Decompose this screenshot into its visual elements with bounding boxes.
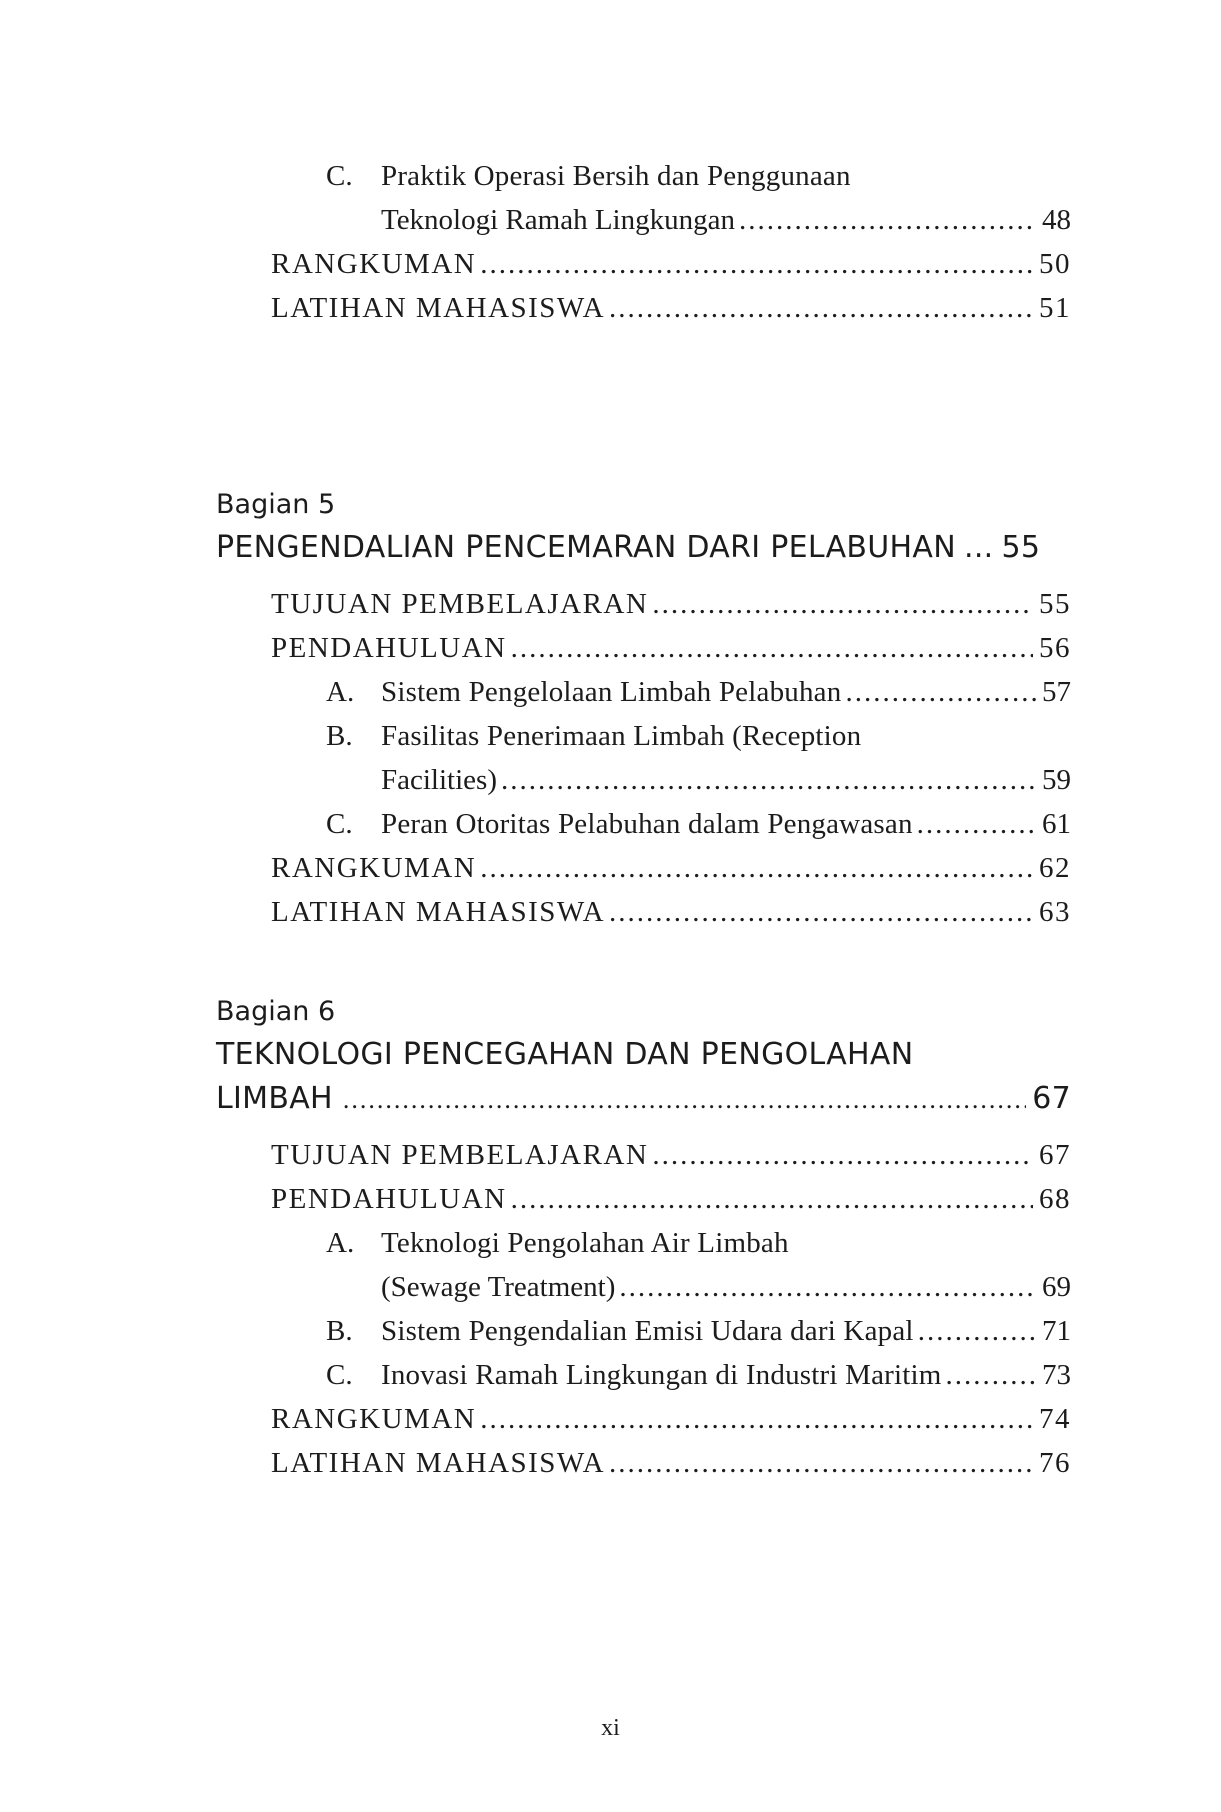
entry-title: Facilities) (381, 764, 497, 796)
chapter-title: TEKNOLOGI PENCEGAHAN DAN PENGOLAHAN (216, 1037, 914, 1072)
page-number: 62 (1039, 852, 1071, 884)
dot-leader (609, 1445, 1033, 1481)
entry-title: Teknologi Ramah Lingkungan (381, 204, 735, 236)
entry-title: Teknologi Pengolahan Air Limbah (381, 1227, 789, 1259)
toc-entry-tujuan[interactable] (271, 1137, 1071, 1173)
entry-title: Inovasi Ramah Lingkungan di Industri Maritim (381, 1359, 942, 1391)
dot-leader (511, 630, 1033, 666)
toc-entry-rangkuman[interactable] (271, 1401, 1071, 1437)
toc-entry-b-line1[interactable] (326, 718, 1071, 754)
entry-letter: B. (326, 720, 353, 752)
dot-leader (609, 894, 1033, 930)
page-number: 59 (1042, 764, 1071, 796)
toc-entry-tujuan[interactable] (271, 586, 1071, 622)
toc-entry-pendahuluan[interactable] (271, 1181, 1071, 1217)
page-number: 67 (1032, 1081, 1071, 1116)
chapter-title-5[interactable] (216, 529, 1071, 567)
entry-title: LATIHAN MAHASISWA (271, 1447, 606, 1479)
toc-entry-a[interactable] (326, 674, 1071, 710)
page-number: 63 (1039, 896, 1071, 928)
toc-entry-c[interactable] (326, 806, 1071, 842)
entry-title: RANGKUMAN (271, 1403, 477, 1435)
dot-leader (917, 806, 1036, 842)
toc-entry-rangkuman[interactable] (271, 246, 1071, 282)
dot-leader (619, 1269, 1036, 1305)
entry-title: Sistem Pengendalian Emisi Udara dari Kapal (381, 1315, 914, 1347)
dot-leader (480, 246, 1033, 282)
page-number: 48 (1042, 204, 1071, 236)
dot-leader (652, 586, 1033, 622)
entry-title: (Sewage Treatment) (381, 1271, 616, 1303)
toc-entry-a-line1[interactable] (326, 1225, 1071, 1261)
entry-title: TUJUAN PEMBELAJARAN (271, 588, 649, 620)
page-number: 71 (1042, 1315, 1071, 1347)
page-number: 56 (1039, 632, 1071, 664)
page-folio: xi (601, 1715, 620, 1741)
entry-letter: C. (326, 1359, 353, 1391)
page-number: 61 (1042, 808, 1071, 840)
toc-entry-a-line2[interactable] (381, 1269, 1071, 1305)
toc-entry-latihan[interactable] (271, 894, 1071, 930)
dot-leader (501, 762, 1036, 798)
toc-entry-c-line1[interactable] (326, 158, 1071, 194)
entry-title: Fasilitas Penerimaan Limbah (Reception (381, 720, 862, 752)
entry-title: Praktik Operasi Bersih dan Penggunaan (381, 160, 851, 192)
entry-title: PENDAHULUAN (271, 632, 507, 664)
toc-entry-c[interactable] (326, 1357, 1071, 1393)
toc-entry-c-line2[interactable] (381, 202, 1071, 238)
dot-leader: ... (963, 530, 994, 565)
page-number: 74 (1039, 1403, 1071, 1435)
chapter-title-6-line1[interactable] (216, 1036, 1071, 1074)
entry-title: RANGKUMAN (271, 852, 477, 884)
entry-title: LATIHAN MAHASISWA (271, 896, 606, 928)
entry-title: TUJUAN PEMBELAJARAN (271, 1139, 649, 1171)
entry-title: RANGKUMAN (271, 248, 477, 280)
entry-title: Peran Otoritas Pelabuhan dalam Pengawasan (381, 808, 913, 840)
chapter-title-6-line2[interactable] (216, 1080, 1071, 1118)
entry-letter: B. (326, 1315, 353, 1347)
toc-entry-b[interactable] (326, 1313, 1071, 1349)
toc-entry-latihan[interactable] (271, 1445, 1071, 1481)
page-number: 68 (1039, 1183, 1071, 1215)
toc-entry-pendahuluan[interactable] (271, 630, 1071, 666)
dot-leader (946, 1357, 1036, 1393)
page-number: 50 (1039, 248, 1071, 280)
dot-leader (652, 1137, 1033, 1173)
page-number: 57 (1042, 676, 1071, 708)
part-label-6: Bagian 6 (216, 996, 336, 1027)
page-number: 76 (1039, 1447, 1071, 1479)
chapter-title: PENGENDALIAN PENCEMARAN DARI PELABUHAN (216, 530, 956, 565)
entry-letter: C. (326, 808, 353, 840)
entry-letter: A. (326, 1227, 355, 1259)
toc-entry-rangkuman[interactable] (271, 850, 1071, 886)
dot-leader (480, 1401, 1033, 1437)
toc-entry-latihan[interactable] (271, 290, 1071, 326)
dot-leader (343, 1081, 1026, 1119)
dot-leader (480, 850, 1033, 886)
entry-title: Sistem Pengelolaan Limbah Pelabuhan (381, 676, 842, 708)
page-number: 55 (1039, 588, 1071, 620)
page-number: 69 (1042, 1271, 1071, 1303)
chapter-title: LIMBAH (216, 1081, 333, 1116)
dot-leader (511, 1181, 1033, 1217)
entry-title: LATIHAN MAHASISWA (271, 292, 606, 324)
dot-leader (739, 202, 1036, 238)
page-number: 67 (1039, 1139, 1071, 1171)
part-label-5: Bagian 5 (216, 489, 336, 520)
entry-letter: A. (326, 676, 355, 708)
entry-letter: C. (326, 160, 353, 192)
page-number: 51 (1039, 292, 1071, 324)
toc-entry-b-line2[interactable] (381, 762, 1071, 798)
dot-leader (845, 674, 1036, 710)
page-number: 73 (1042, 1359, 1071, 1391)
entry-title: PENDAHULUAN (271, 1183, 507, 1215)
dot-leader (609, 290, 1033, 326)
dot-leader (918, 1313, 1036, 1349)
page-number: 55 (1001, 530, 1041, 565)
